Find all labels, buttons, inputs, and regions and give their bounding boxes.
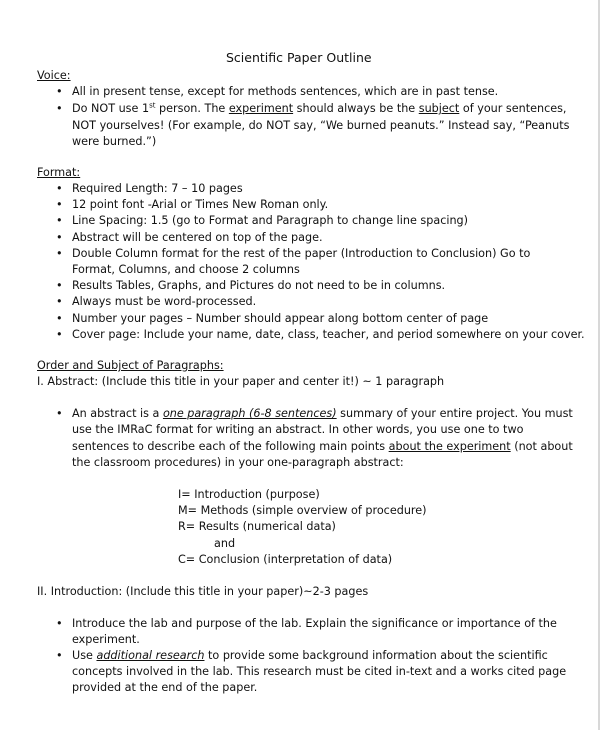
bullet: •	[56, 328, 63, 341]
introduction-heading: II. Introduction: (Include this title in your paper)~2-3 pages	[37, 585, 369, 598]
voice-bullet-2-line-3: were burned.”)	[72, 135, 157, 148]
format-item: Double Column format for the rest of the paper (Introduction to Conclusion) Go to	[72, 247, 531, 260]
format-item: Abstract will be centered on top of the page.	[72, 231, 323, 244]
bullet: •	[56, 198, 63, 211]
page-title: Scientific Paper Outline	[226, 50, 372, 65]
abstract-line-3: sentences to describe each of the following main points about the experiment (not about	[72, 440, 573, 453]
format-item: Always must be word-processed.	[72, 295, 257, 308]
format-item: Number your pages – Number should appear along bottom center of page	[72, 312, 489, 325]
bullet: •	[56, 649, 63, 662]
imrac-conclusion: C= Conclusion (interpretation of data)	[178, 553, 393, 566]
bullet: •	[56, 407, 63, 420]
voice-bullet-2-line-2: NOT yourselves! (For example, do NOT say, “We burned peanuts.” Instead say, “Peanuts	[72, 119, 570, 132]
imrac-methods: M= Methods (simple overview of procedure)	[178, 504, 427, 517]
voice-bullet-1: All in present tense, except for methods sentences, which are in past tense.	[72, 85, 499, 98]
abstract-line-1: An abstract is a one paragraph (6-8 sentences) summary of your entire project. You must	[72, 407, 573, 420]
intro-bullet-1: Introduce the lab and purpose of the lab. Explain the significance or importance of the	[72, 617, 557, 630]
bullet: •	[56, 295, 63, 308]
bullet: •	[56, 85, 63, 98]
abstract-line-2: use the IMRaC format for writing an abstract. In other words, you use one to two	[72, 423, 524, 436]
order-heading: Order and Subject of Paragraphs:	[37, 359, 224, 372]
format-item: Cover page: Include your name, date, class, teacher, and period somewhere on your cover.	[72, 328, 585, 341]
intro-bullet-1-continuation: experiment.	[72, 633, 140, 646]
abstract-line-4: the classroom procedures) in your one-paragraph abstract:	[72, 456, 404, 469]
bullet: •	[56, 247, 63, 260]
imrac-introduction: I= Introduction (purpose)	[178, 488, 320, 501]
format-item: 12 point font -Arial or Times New Roman only.	[72, 198, 329, 211]
bullet: •	[56, 182, 63, 195]
imrac-results: R= Results (numerical data)	[178, 520, 336, 533]
bullet: •	[56, 214, 63, 227]
bullet: •	[56, 102, 63, 115]
bullet: •	[56, 617, 63, 630]
format-heading: Format:	[37, 166, 81, 179]
format-item: Results Tables, Graphs, and Pictures do not need to be in columns.	[72, 279, 446, 292]
abstract-heading: I. Abstract: (Include this title in your paper and center it!) ~ 1 paragraph	[37, 375, 445, 388]
format-item-continuation: Format, Columns, and choose 2 columns	[72, 263, 300, 276]
bullet: •	[56, 312, 63, 325]
intro-bullet-2-line-2: concepts involved in the lab. This research must be cited in-text and a works cited page	[72, 665, 567, 678]
voice-heading: Voice:	[37, 69, 71, 82]
imrac-and: and	[214, 537, 236, 550]
bullet: •	[56, 231, 63, 244]
voice-bullet-2-line-1: Do NOT use 1st person. The experiment should always be the subject of your sentences,	[72, 101, 567, 115]
intro-bullet-2-line-1: Use additional research to provide some background information about the scientific	[72, 649, 548, 662]
format-item: Line Spacing: 1.5 (go to Format and Paragraph to change line spacing)	[72, 214, 469, 227]
bullet: •	[56, 279, 63, 292]
format-item: Required Length: 7 – 10 pages	[72, 182, 243, 195]
intro-bullet-2-line-3: provided at the end of the paper.	[72, 681, 258, 694]
